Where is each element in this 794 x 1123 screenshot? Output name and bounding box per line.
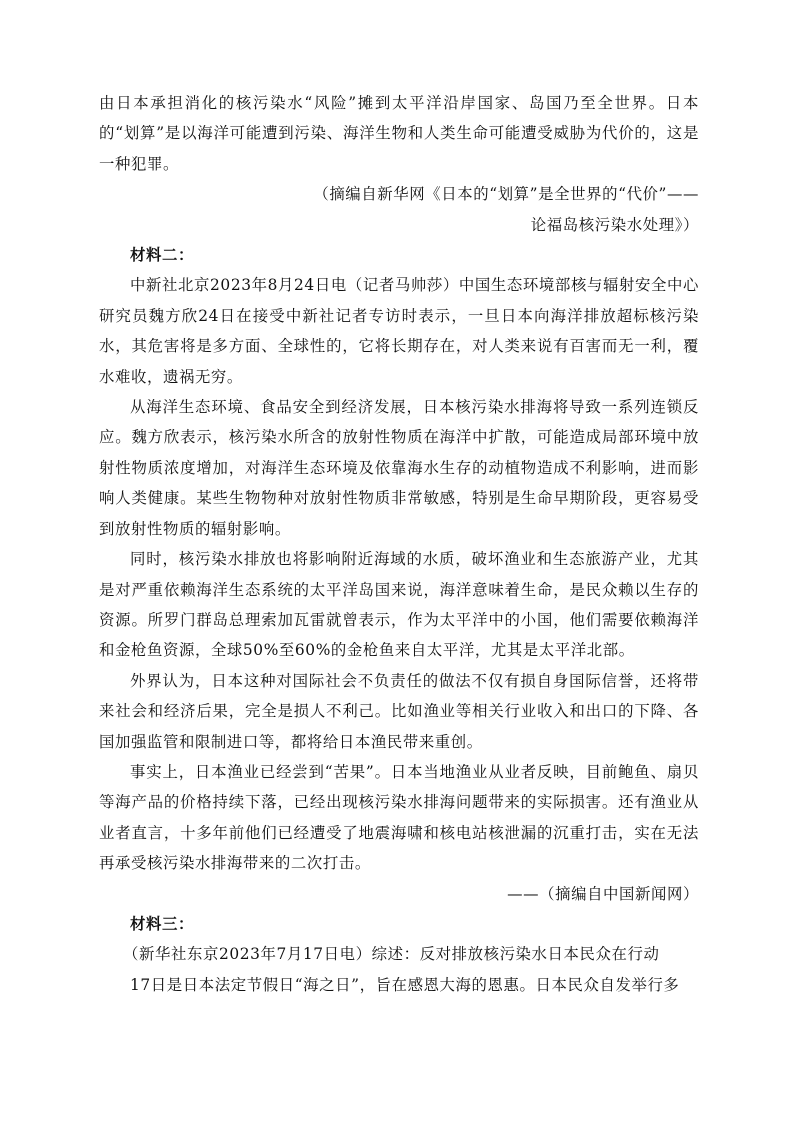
material3-first-paragraph: 17日是日本法定节假日“海之日”，旨在感恩大海的恩惠。日本民众自发举行多: [130, 975, 680, 994]
material1-source-line1: （摘编自新华网《日本的“划算”是全世界的“代价”——: [313, 185, 699, 204]
material2-paragraph: 从海洋生态环境、食品安全到经济发展，日本核污染水排海将导致一系列连锁反应。魏方欣表示，核污染水所含的放射性物质在海洋中扩散，可能造成局部环境中放射性物质浓度增加，对海洋生态环境及依靠海水生存的动植物造成不利影响，进而影响人类健康。某些生物物种对放射性物质非常敏感，特别是生命早期阶段，更容易受到放射性物质的辐射影响。: [99, 398, 699, 538]
material1-source-line2: 论福岛核污染水处理》）: [530, 215, 699, 234]
material2-paragraph: 同时，核污染水排放也将影响附近海域的水质，破坏渔业和生态旅游产业，尤其是对严重依赖海洋生态系统的太平洋岛国来说，海洋意味着生命，是民众赖以生存的资源。所罗门群岛总理索加瓦雷就曾表示，作为太平洋中的小国，他们需要依赖海洋和金枪鱼资源，全球50%至60%的金枪鱼来自太平洋，尤其是太平洋北部。: [99, 550, 699, 660]
document-page: [99, 88, 699, 1000]
material3-heading: 材料三：: [130, 914, 194, 933]
material2-source: ——（摘编自中国新闻网）: [507, 884, 699, 903]
material2-heading: 材料二：: [130, 246, 194, 265]
material3-dateline: （新华社东京2023年7月17日电）综述：反对排放核污染水日本民众在行动: [123, 945, 660, 964]
material1-tail-paragraph: 由日本承担消化的核污染水“风险”摊到太平洋沿岸国家、岛国乃至全世界。日本的“划算”是以海洋可能遭到污染、海洋生物和人类生命可能遭受威胁为代价的，这是一种犯罪。: [99, 94, 699, 173]
material2-paragraph: 外界认为，日本这种对国际社会不负责任的做法不仅有损自身国际信誉，还将带来社会和经济后果，完全是损人不利己。比如渔业等相关行业收入和出口的下降、各国加强监管和限制进口等，都将给日本渔民带来重创。: [99, 671, 699, 751]
material2-paragraph: 事实上，日本渔业已经尝到“苦果”。日本当地渔业从业者反映，目前鲍鱼、扇贝等海产品的价格持续下落，已经出现核污染水排海问题带来的实际损害。还有渔业从业者直言，十多年前他们已经遭受了地震海啸和核电站核泄漏的沉重打击，实在无法再承受核污染水排海带来的二次打击。: [99, 762, 699, 873]
material2-paragraph: 中新社北京2023年8月24日电（记者马帅莎）中国生态环境部核与辐射安全中心研究员魏方欣24日在接受中新社记者专访时表示，一旦日本向海洋排放超标核污染水，其危害将是多方面、全球性的，它将长期存在，对人类来说有百害而无一利，覆水难收，遗祸无穷。: [99, 276, 699, 386]
